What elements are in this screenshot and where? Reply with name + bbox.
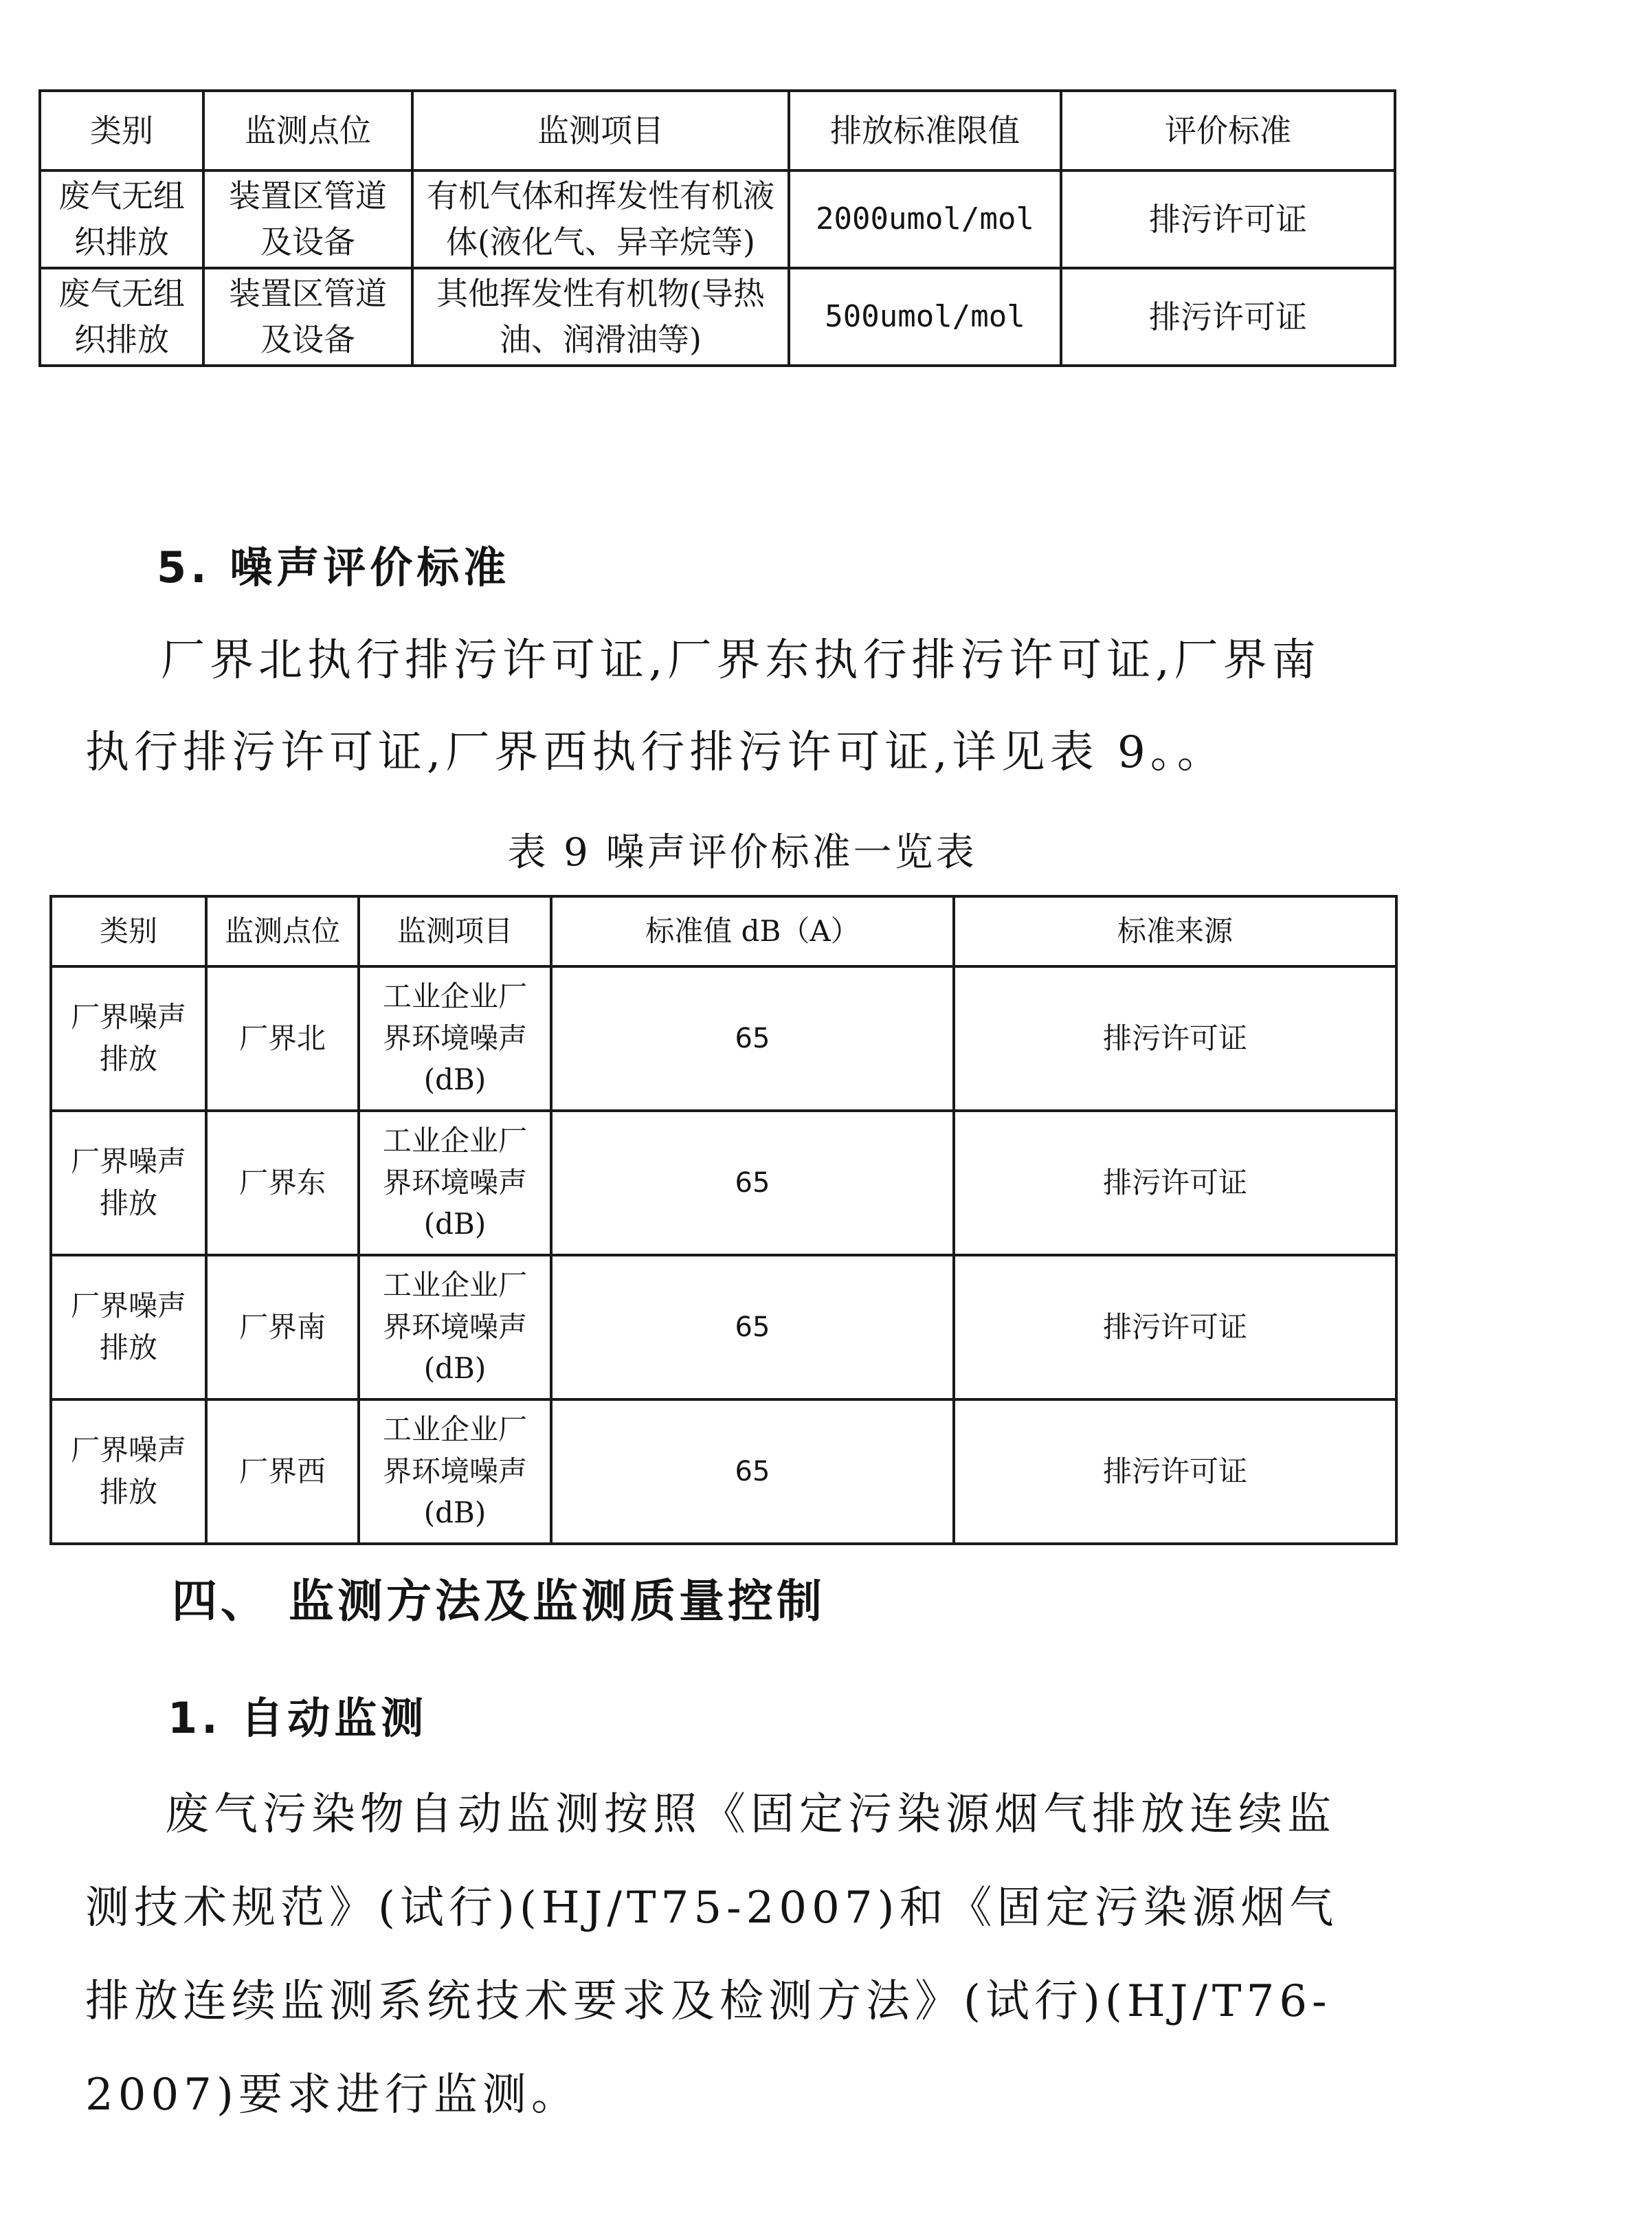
table-cell: 工业企业厂界环境噪声(dB) <box>359 1111 551 1255</box>
column-header: 排放标准限值 <box>789 91 1061 170</box>
section-heading: 四、 监测方法及监测质量控制 <box>172 1575 825 1628</box>
table-cell: 排污许可证 <box>954 1255 1396 1399</box>
column-header: 标准来源 <box>954 896 1396 966</box>
table-header-row <box>40 91 1395 170</box>
table-row <box>40 268 1395 366</box>
table-cell: 装置区管道及设备 <box>203 268 412 366</box>
table-cell: 65 <box>551 1399 954 1544</box>
table-cell: 其他挥发性有机物(导热油、润滑油等) <box>412 268 789 366</box>
table-row <box>40 170 1395 268</box>
table-cell: 厂界噪声排放 <box>51 1111 206 1255</box>
column-header: 监测项目 <box>359 896 551 966</box>
table-cell: 厂界噪声排放 <box>51 1399 206 1544</box>
table-cell: 厂界噪声排放 <box>51 966 206 1111</box>
table-cell: 排污许可证 <box>954 966 1396 1111</box>
table-cell: 废气无组织排放 <box>40 268 203 366</box>
table-cell: 工业企业厂界环境噪声(dB) <box>359 1399 551 1544</box>
table-cell: 65 <box>551 1255 954 1399</box>
gas-emission-table <box>38 89 1396 367</box>
table-cell: 排污许可证 <box>1061 268 1395 366</box>
table-cell: 65 <box>551 966 954 1111</box>
table-caption: 表 9 噪声评价标准一览表 <box>507 830 977 875</box>
table-cell: 排污许可证 <box>954 1399 1396 1544</box>
table-cell: 厂界东 <box>206 1111 359 1255</box>
column-header: 标准值 dB（A） <box>551 896 954 966</box>
table-cell: 厂界北 <box>206 966 359 1111</box>
table-cell: 工业企业厂界环境噪声(dB) <box>359 966 551 1111</box>
table-cell: 废气无组织排放 <box>40 170 203 268</box>
column-header: 评价标准 <box>1061 91 1395 170</box>
sub-heading: 1. 自动监测 <box>168 1693 428 1743</box>
section-heading: 5. 噪声评价标准 <box>157 542 511 592</box>
column-header: 类别 <box>40 91 203 170</box>
table-cell: 工业企业厂界环境噪声(dB) <box>359 1255 551 1399</box>
table-cell: 排污许可证 <box>1061 170 1395 268</box>
table-cell: 65 <box>551 1111 954 1255</box>
table-cell: 2000umol/mol <box>789 170 1061 268</box>
table-cell: 有机气体和挥发性有机液体(液化气、异辛烷等) <box>412 170 789 268</box>
table-header-row <box>51 896 1396 966</box>
table-cell: 装置区管道及设备 <box>203 170 412 268</box>
noise-standard-table <box>49 895 1398 1545</box>
table-row <box>51 1255 1396 1399</box>
column-header: 监测点位 <box>206 896 359 966</box>
table-cell: 500umol/mol <box>789 268 1061 366</box>
table-cell: 厂界南 <box>206 1255 359 1399</box>
section-paragraph: 废气污染物自动监测按照《固定污染源烟气排放连续监测技术规范》(试行)(HJ/T75-2007)和《固定污染源烟气排放连续监测系统技术要求及检测方法》(试行)(HJ/T76-2007)要求进行监测。 <box>85 1789 1339 2120</box>
column-header: 类别 <box>51 896 206 966</box>
table-row <box>51 1399 1396 1544</box>
column-header: 监测点位 <box>203 91 412 170</box>
table-row <box>51 1111 1396 1255</box>
table-cell: 厂界西 <box>206 1399 359 1544</box>
table-cell: 厂界噪声排放 <box>51 1255 206 1399</box>
section-paragraph: 厂界北执行排污许可证,厂界东执行排污许可证,厂界南执行排污许可证,厂界西执行排污许可证,详见表 9。。 <box>85 635 1321 778</box>
table-row <box>51 966 1396 1111</box>
column-header: 监测项目 <box>412 91 789 170</box>
table-cell: 排污许可证 <box>954 1111 1396 1255</box>
